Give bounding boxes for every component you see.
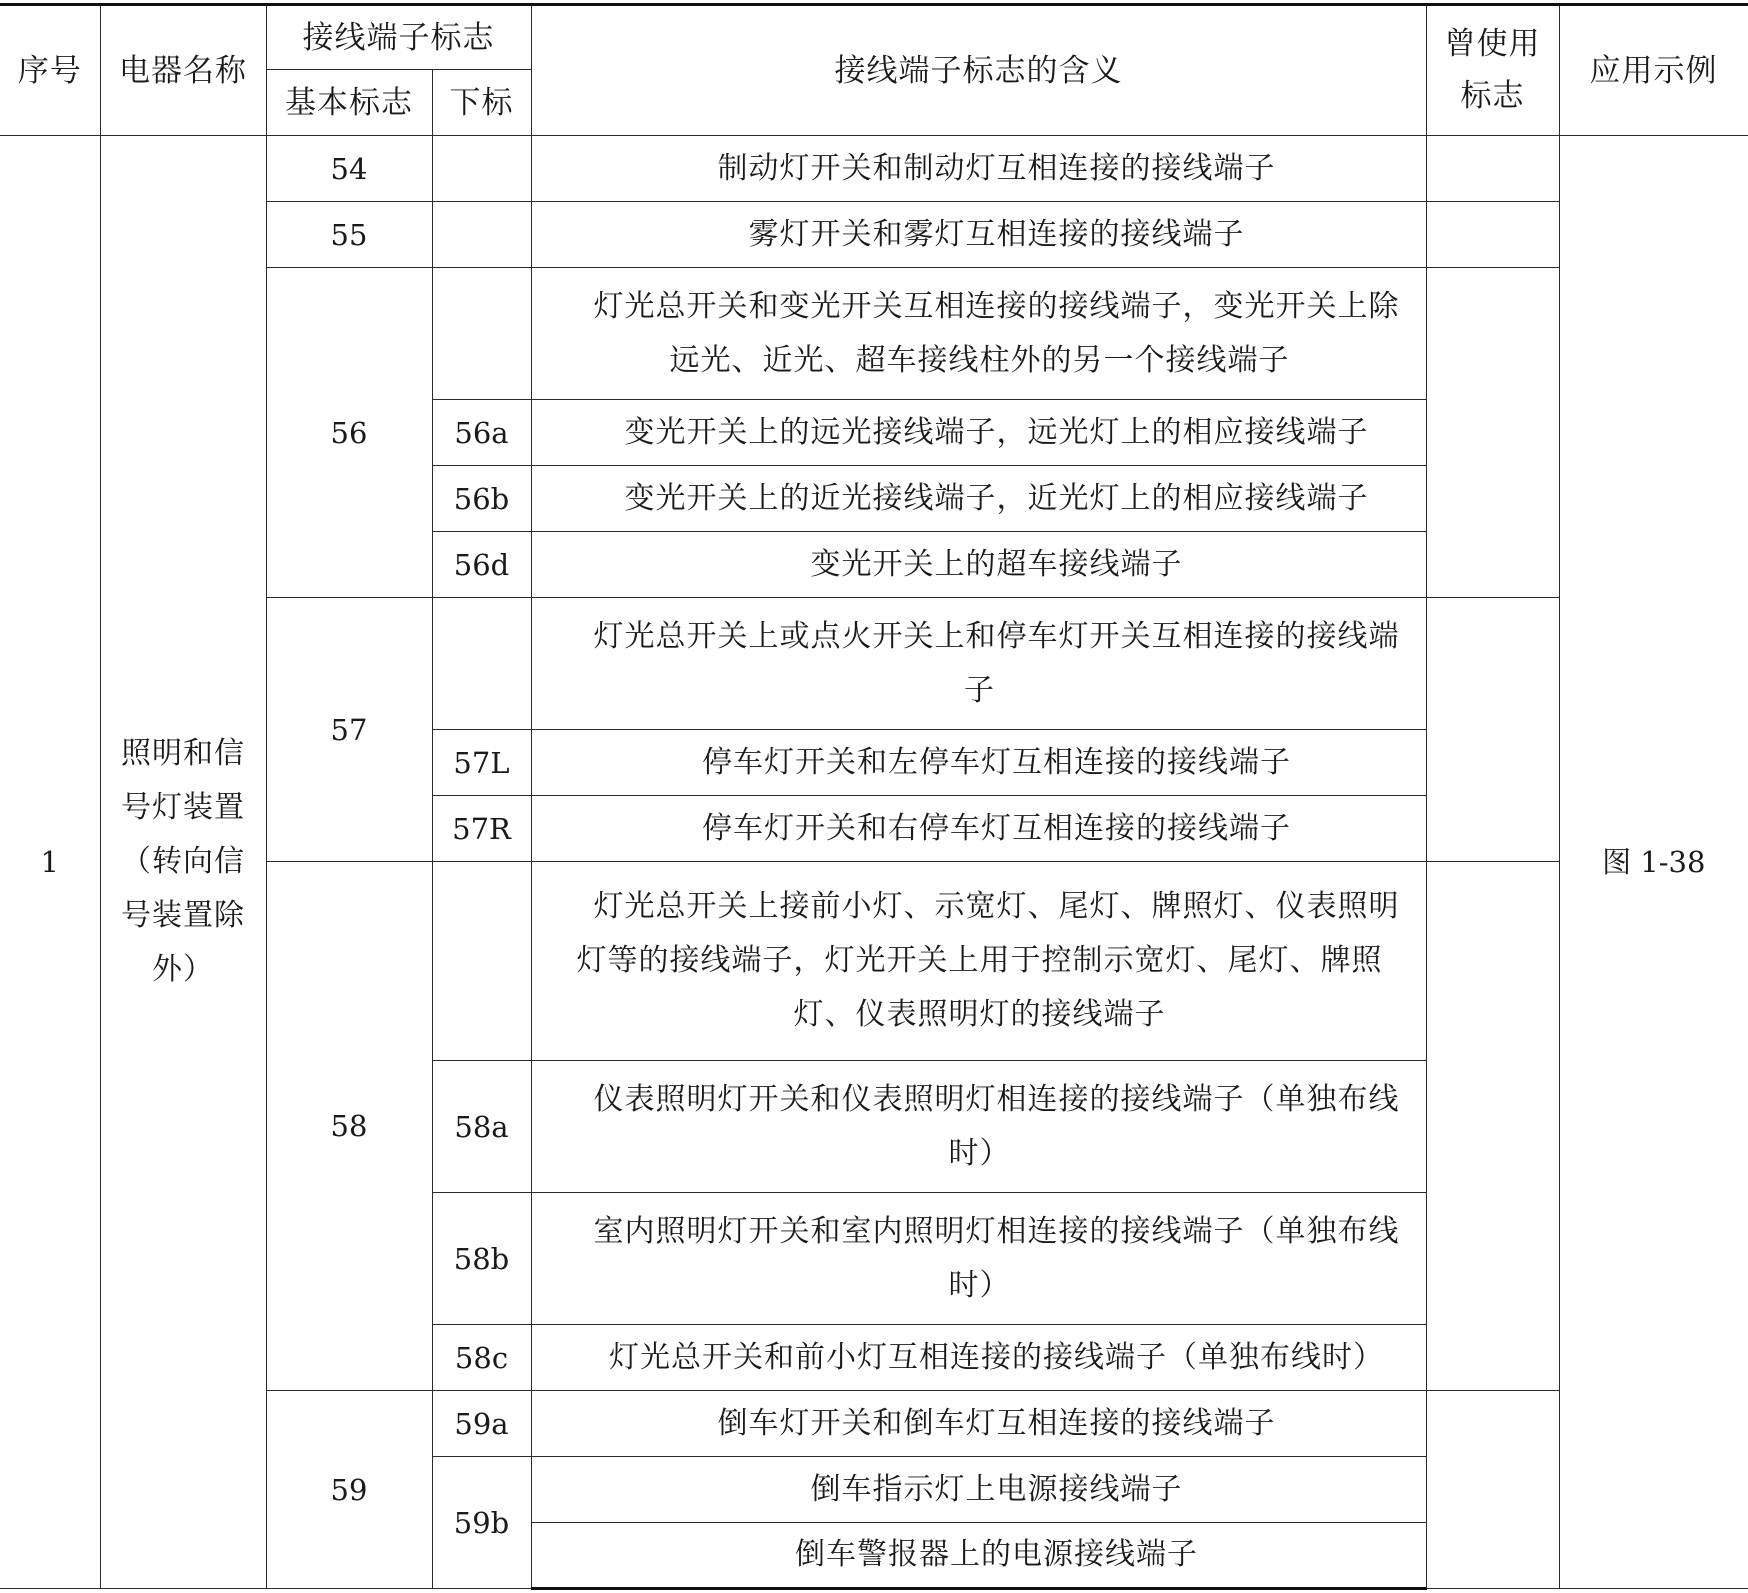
meaning-cell: 变光开关上的超车接线端子 [531, 532, 1426, 598]
sub-mark-cell [432, 598, 531, 730]
former-mark-cell [1426, 202, 1559, 268]
meaning-cell: 制动灯开关和制动灯互相连接的接线端子 [531, 136, 1426, 202]
former-mark-cell [1426, 136, 1559, 202]
sub-mark-cell: 58a [432, 1061, 531, 1193]
sub-mark-cell [432, 268, 531, 400]
sub-mark-cell [432, 136, 531, 202]
sub-mark-cell: 58c [432, 1325, 531, 1391]
meaning-cell: 变光开关上的远光接线端子，远光灯上的相应接线端子 [531, 400, 1426, 466]
basic-mark-cell: 54 [266, 136, 432, 202]
meaning-cell: 灯光总开关和前小灯互相连接的接线端子（单独布线时） [531, 1325, 1426, 1391]
basic-mark-cell: 56 [266, 268, 432, 598]
sub-mark-cell: 57R [432, 796, 531, 862]
basic-mark-cell: 57 [266, 598, 432, 862]
header-basic-mark: 基本标志 [266, 70, 432, 136]
table-row [0, 136, 1748, 202]
header-mark-group: 接线端子标志 [266, 5, 531, 70]
meaning-cell: 室内照明灯开关和室内照明灯相连接的接线端子（单独布线时） [531, 1193, 1426, 1325]
meaning-cell: 倒车警报器上的电源接线端子 [531, 1523, 1426, 1589]
header-meaning: 接线端子标志的含义 [531, 5, 1426, 136]
meaning-cell: 倒车灯开关和倒车灯互相连接的接线端子 [531, 1391, 1426, 1457]
seq-cell: 1 [0, 136, 100, 1589]
meaning-cell: 停车灯开关和左停车灯互相连接的接线端子 [531, 730, 1426, 796]
meaning-cell: 雾灯开关和雾灯互相连接的接线端子 [531, 202, 1426, 268]
former-mark-cell [1426, 862, 1559, 1391]
meaning-cell: 变光开关上的近光接线端子，近光灯上的相应接线端子 [531, 466, 1426, 532]
sub-mark-cell [432, 202, 531, 268]
meaning-cell: 停车灯开关和右停车灯互相连接的接线端子 [531, 796, 1426, 862]
meaning-cell: 倒车指示灯上电源接线端子 [531, 1457, 1426, 1523]
sub-mark-cell: 56a [432, 400, 531, 466]
meaning-cell: 灯光总开关上或点火开关上和停车灯开关互相连接的接线端子 [531, 598, 1426, 730]
sub-mark-cell: 57L [432, 730, 531, 796]
header-example: 应用示例 [1559, 5, 1748, 136]
sub-mark-cell: 56b [432, 466, 531, 532]
terminal-mark-table [0, 3, 1748, 1590]
device-name-cell: 照明和信号灯装置（转向信号装置除外） [100, 136, 266, 1589]
header-name: 电器名称 [100, 5, 266, 136]
former-mark-cell [1426, 1391, 1559, 1589]
sub-mark-cell: 58b [432, 1193, 531, 1325]
header-sub-mark: 下标 [432, 70, 531, 136]
sub-mark-cell: 59b [432, 1457, 531, 1589]
meaning-cell: 灯光总开关上接前小灯、示宽灯、尾灯、牌照灯、仪表照明灯等的接线端子，灯光开关上用于控制示宽灯、尾灯、牌照灯、仪表照明灯的接线端子 [531, 862, 1426, 1061]
sub-mark-cell: 59a [432, 1391, 531, 1457]
example-cell: 图 1-38 [1559, 136, 1748, 1589]
basic-mark-cell: 55 [266, 202, 432, 268]
header-row-1 [0, 5, 1748, 70]
meaning-cell: 仪表照明灯开关和仪表照明灯相连接的接线端子（单独布线时） [531, 1061, 1426, 1193]
meaning-cell: 灯光总开关和变光开关互相连接的接线端子，变光开关上除远光、近光、超车接线柱外的另一个接线端子 [531, 268, 1426, 400]
basic-mark-cell: 59 [266, 1391, 432, 1589]
former-mark-cell [1426, 598, 1559, 862]
header-seq: 序号 [0, 5, 100, 136]
header-former-mark: 曾使用标志 [1426, 5, 1559, 136]
sub-mark-cell [432, 862, 531, 1061]
sub-mark-cell: 56d [432, 532, 531, 598]
former-mark-cell [1426, 268, 1559, 598]
basic-mark-cell: 58 [266, 862, 432, 1391]
